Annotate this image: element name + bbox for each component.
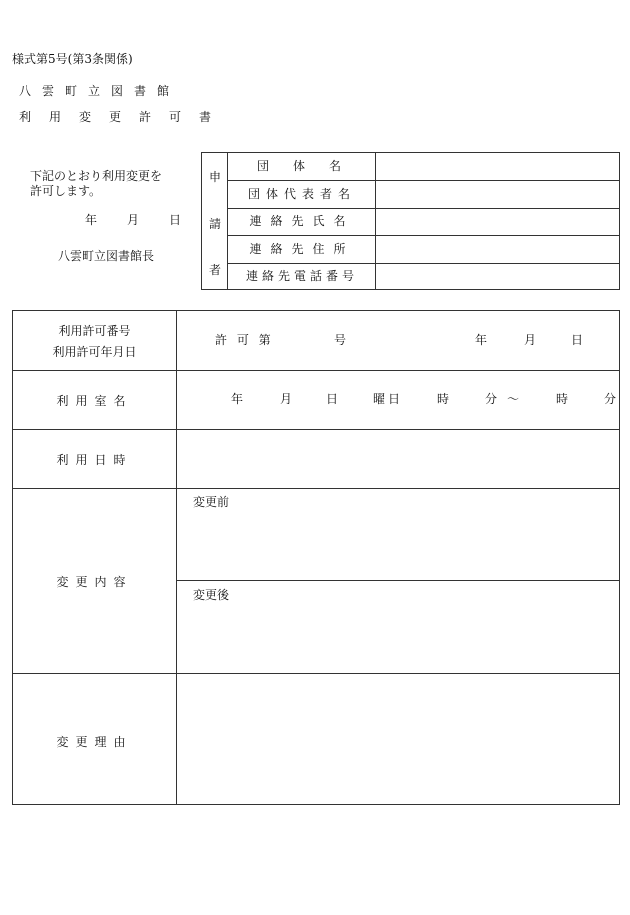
after-label: 変更後 [193,588,230,602]
label-contact-phone: 連絡先電話番号 [245,269,358,283]
contact-name-field[interactable] [376,209,619,235]
applicant-side-char-2: 請 [208,217,221,231]
dt-hour: 時 [437,392,450,406]
issuer-name: 八雲町立図書館長 [58,249,155,263]
permit-date-label: 利用許可年月日 [52,345,137,359]
applicant-side-char-1: 申 [208,170,221,184]
permit-year: 年 [475,333,488,347]
contact-phone-field[interactable] [376,264,619,289]
label-contact-name: 連絡先氏名 [249,214,355,228]
dt-minute: 分 [485,392,498,406]
change-reason-label: 変更理由 [56,735,133,749]
permit-prefix: 許 可 第 [215,333,274,347]
reason-field[interactable] [177,674,619,804]
dt-day: 日 [326,392,339,406]
dt-year: 年 [231,392,244,406]
dt-weekday: 曜日 [373,392,404,406]
dt-month: 月 [280,392,293,406]
dt-tilde: 〜 [507,392,520,406]
group-name-field[interactable] [376,153,619,180]
permit-day: 日 [571,333,584,347]
applicant-table [201,152,620,290]
doc-title: 利用変更許可書 [19,110,230,124]
before-label: 変更前 [193,495,230,509]
permit-suffix: 号 [334,333,347,347]
form-number: 様式第5号(第3条関係) [12,52,133,66]
permit-number-label: 利用許可番号 [58,324,131,338]
after-field[interactable] [177,604,619,672]
representative-field[interactable] [376,181,619,208]
main-table [12,310,620,805]
datetime-field[interactable] [177,430,619,487]
label-group-name: 団 体 名 [256,159,347,173]
change-content-label: 変更内容 [56,575,133,589]
label-representative: 団体代表者名 [247,187,356,201]
notice-year: 年 [85,213,98,227]
applicant-side-char-3: 者 [208,263,221,277]
permit-month: 月 [524,333,537,347]
dt-hour-2: 時 [556,392,569,406]
before-field[interactable] [177,511,619,579]
notice-line-1: 下記のとおり利用変更を [30,169,163,183]
dt-minute-2: 分 [604,392,617,406]
org-name: 八雲町立図書館 [19,84,181,98]
notice-month: 月 [127,213,140,227]
notice-line-2: 許可します。 [30,184,102,198]
contact-address-field[interactable] [376,236,619,263]
notice-day: 日 [169,213,182,227]
room-name-label: 利用室名 [56,394,133,408]
datetime-label: 利用日時 [56,453,133,467]
label-contact-address: 連絡先住所 [249,242,355,256]
